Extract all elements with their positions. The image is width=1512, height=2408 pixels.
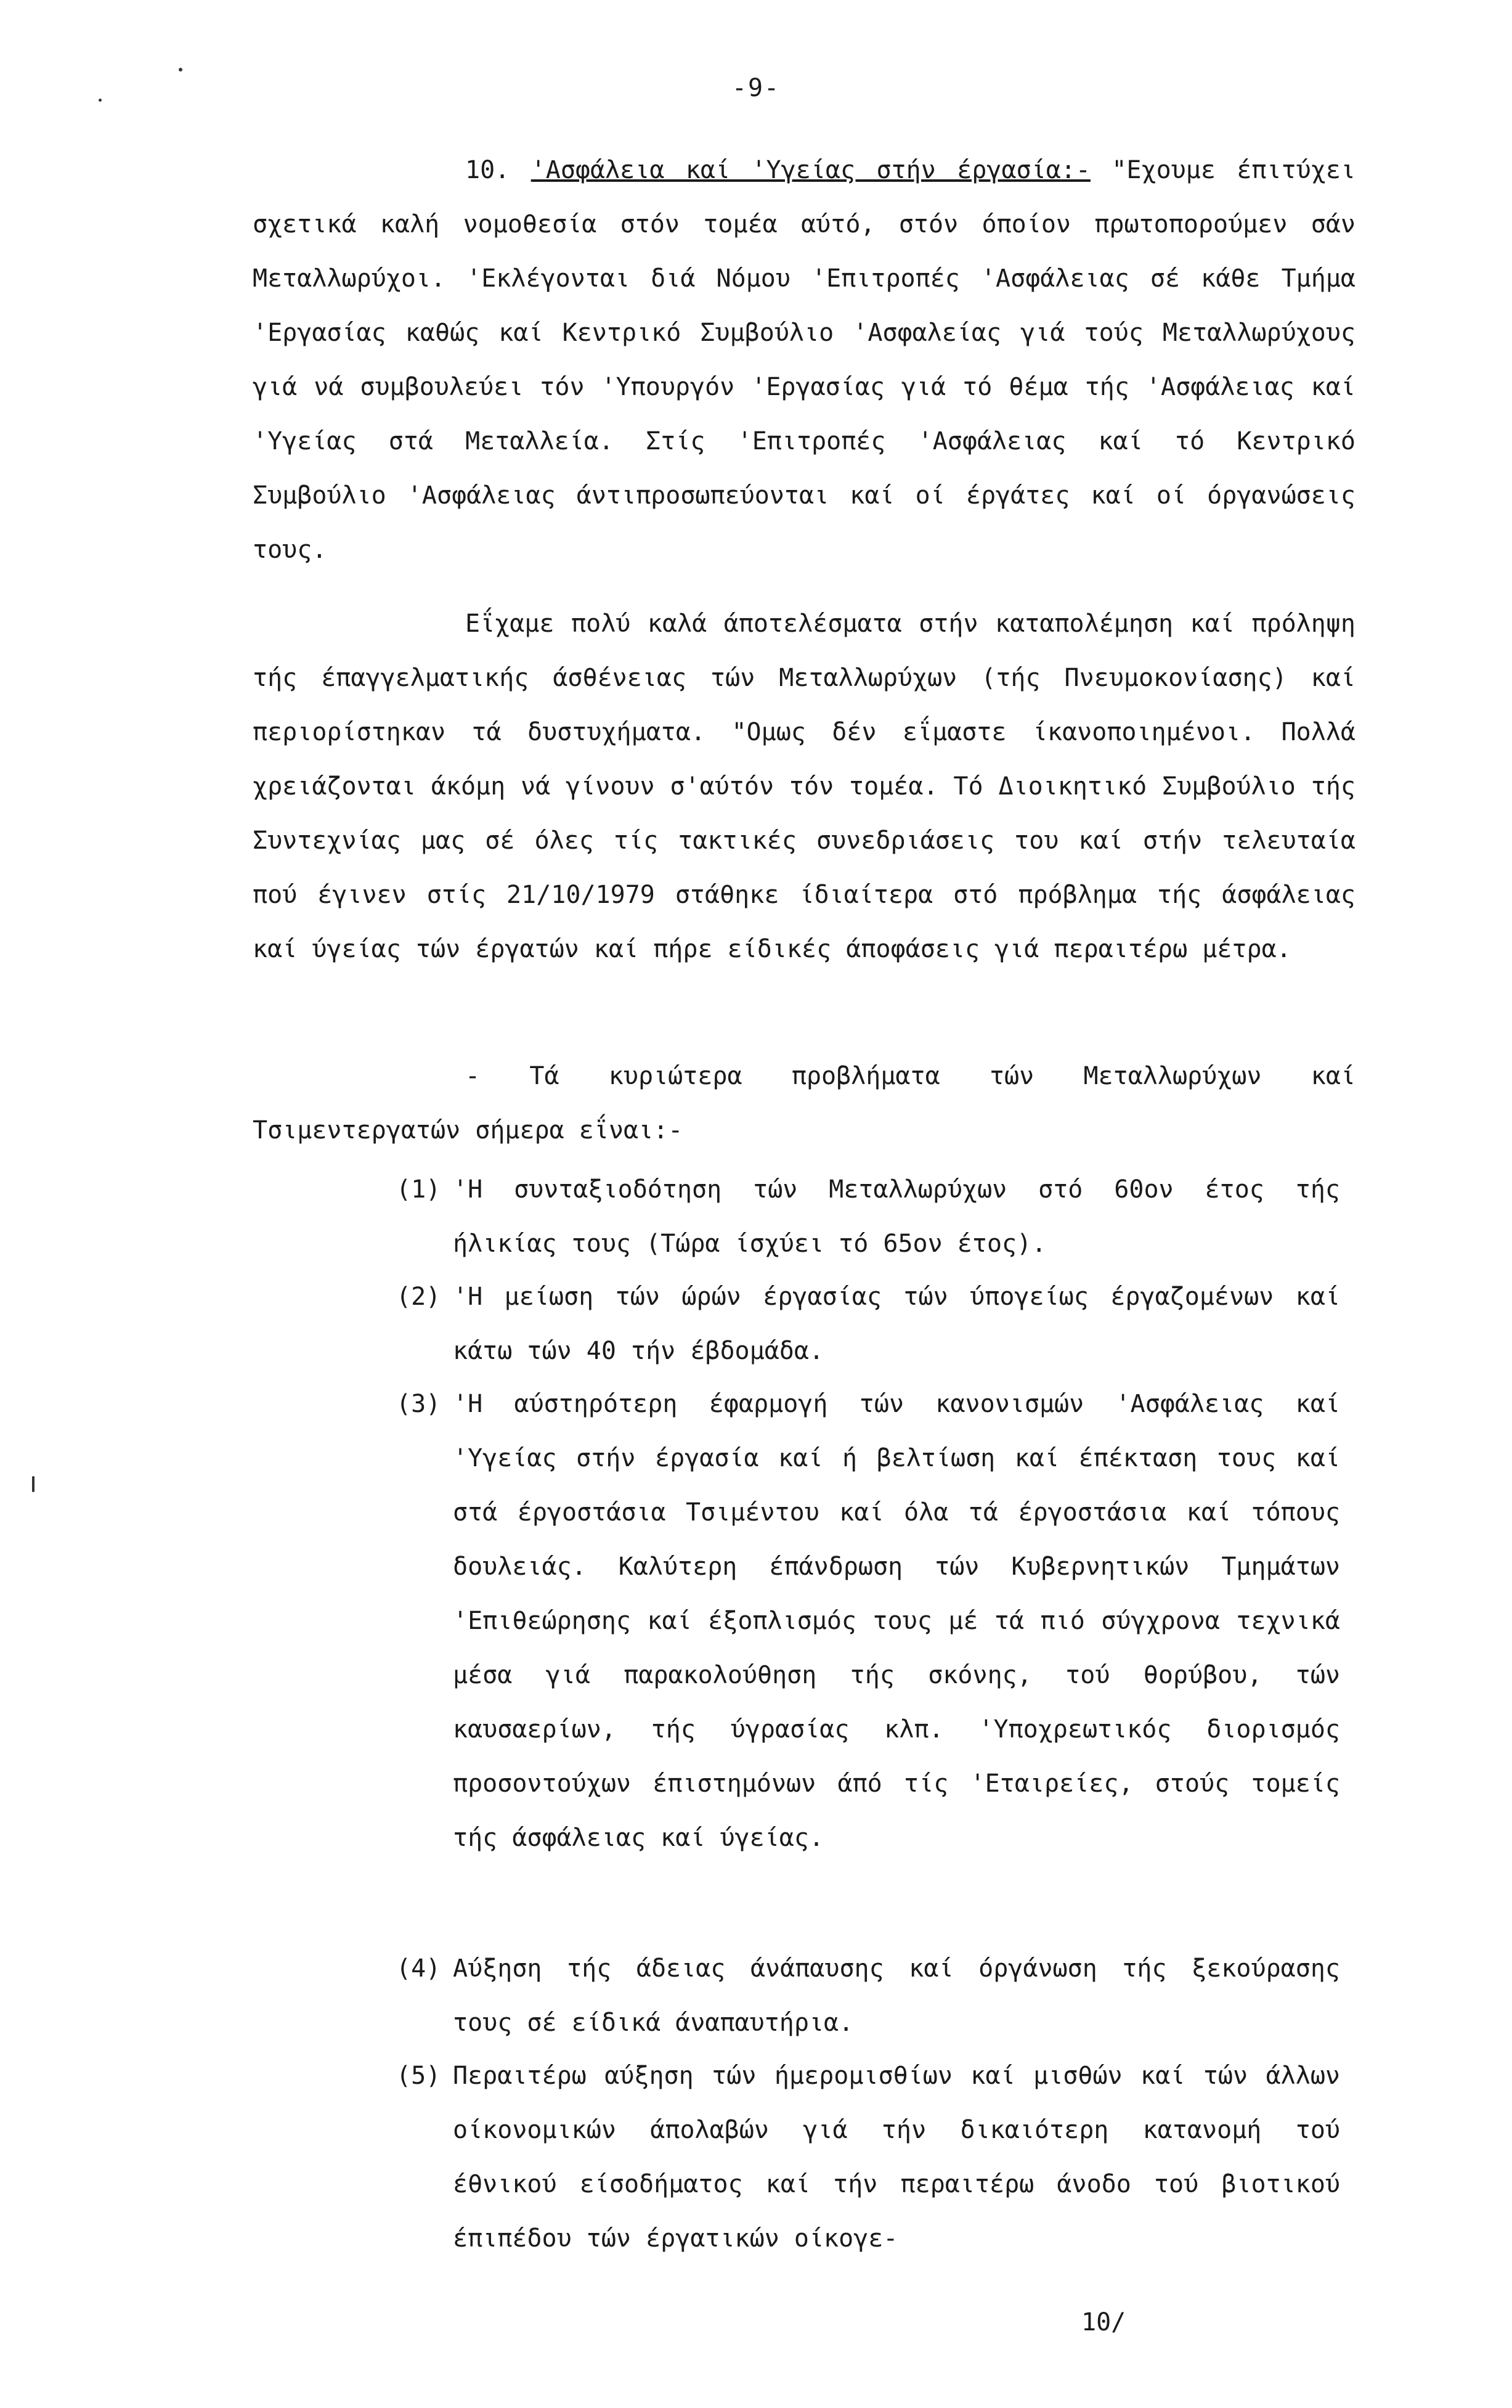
list-item-text: Αύξηση τής άδειας άνάπαυσης καί όργάνωση τής ξεκούρασης τους σέ είδικά άναπαυτήρια. <box>453 1954 1340 2037</box>
page-number: -9- <box>731 74 781 102</box>
scan-speck <box>99 99 102 102</box>
list-item-number: (3) <box>396 1390 441 1418</box>
scan-speck <box>32 1476 35 1492</box>
section-intro-body: "Εχουμε έπιτύχει σχετικά καλή νομοθεσία στόν τομέα αύτό, στόν όποίον πρωτοπορούμεν σάν Μεταλλωρύχοι. 'Εκλέγονται διά Νόμου 'Επιτροπές 'Ασφάλειας σέ κάθε Τμήμα 'Εργασίας καθώς καί Κεντρικό Συμβούλιο 'Ασφαλείας γιά τούς Μεταλλωρύχους γιά νά συμβουλεύει τόν 'Υπουργόν 'Εργασίας γιά τό θέμα τής 'Ασφάλειας καί 'Υγείας στά Μεταλλεία. Στίς 'Επιτροπές 'Ασφάλειας καί τό Κεντρικό Συμβούλιο 'Ασφάλειας άντιπροσωπεύονται καί οί έργάτες καί οί όργανώσεις τους. <box>253 156 1356 564</box>
scan-speck <box>179 68 182 71</box>
continuation-page-ref: 10/ <box>1081 2308 1126 2337</box>
list-item <box>396 1941 1340 2050</box>
paragraph-problems-intro <box>253 1049 1356 1157</box>
list-item-number: (4) <box>396 1954 441 1983</box>
list-item <box>396 1270 1340 1378</box>
list-item-text: 'Η μείωση τών ώρών έργασίας τών ύπογείως έργαζομένων καί κάτω τών 40 τήν έβδομάδα. <box>453 1283 1340 1365</box>
section-10-paragraph <box>253 143 1356 577</box>
paragraph-results-text: Εΐχαμε πολύ καλά άποτελέσματα στήν καταπολέμηση καί πρόληψη τής έπαγγελματικής άσθένειας τών Μεταλλωρύχων (τής Πνευμοκονίασης) καί περιορίστηκαν τά δυστυχήματα. "Ομως δέν εΐμαστε ίκανοποιημένοι. Πολλά χρειάζονται άκόμη νά γίνουν σ'αύτόν τόν τομέα. Τό Διοικητικό Συμβούλιο τής Συντεχνίας μας σέ όλες τίς τακτικές συνεδριάσεις του καί στήν τελευταία πού έγινεν στίς 21/10/1979 στάθηκε ίδιαίτερα στό πρόβλημα τής άσφάλειας καί ύγείας τών έργατών καί πήρε είδικές άποφάσεις γιά περαιτέρω μέτρα. <box>253 610 1356 963</box>
list-item <box>396 2049 1340 2266</box>
list-item <box>396 1377 1340 1865</box>
list-item-number: (5) <box>396 2062 441 2090</box>
list-item <box>396 1162 1340 1271</box>
section-heading: 'Ασφάλεια καί 'Υγείας στήν έργασία:- <box>530 156 1091 184</box>
list-item-text: 'Η συνταξιοδότηση τών Μεταλλωρύχων στό 60ον έτος τής ήλικίας τους (Τώρα ίσχύει τό 65ον έτος). <box>453 1175 1340 1258</box>
list-item-number: (1) <box>396 1175 441 1204</box>
list-item-number: (2) <box>396 1283 441 1311</box>
paragraph-results <box>253 597 1356 976</box>
list-item-text: Περαιτέρω αύξηση τών ήμερομισθίων καί μισθών καί τών άλλων οίκονομικών άπολαβών γιά τήν δικαιότερη κατανομή τού έθνικού είσοδήματος καί τήν περαιτέρω άνοδο τού βιοτικού έπιπέδου τών έργατικών οίκογε- <box>453 2062 1340 2253</box>
paragraph-problems-text: - Τά κυριώτερα προβλήματα τών Μεταλλωρύχων καί Τσιμεντεργατών σήμερα εΐναι:- <box>253 1062 1356 1145</box>
section-number: 10. <box>465 156 510 184</box>
list-item-text: 'Η αύστηρότερη έφαρμογή τών κανονισμών 'Ασφάλειας καί 'Υγείας στήν έργασία καί ή βελτίωση καί έπέκταση τους καί στά έργοστάσια Τσιμέντου καί όλα τά έργοστάσια καί τόπους δουλειάς. Καλύτερη έπάνδρωση τών Κυβερνητικών Τμημάτων 'Επιθεώρησης καί έξοπλισμός τους μέ τά πιό σύγχρονα τεχνικά μέσα γιά παρακολούθηση τής σκόνης, τού θορύβου, τών καυσαερίων, τής ύγρασίας κλπ. 'Υποχρεωτικός διορισμός προσοντούχων έπιστημόνων άπό τίς 'Εταιρείες, στούς τομείς τής άσφάλειας καί ύγείας. <box>453 1390 1340 1852</box>
